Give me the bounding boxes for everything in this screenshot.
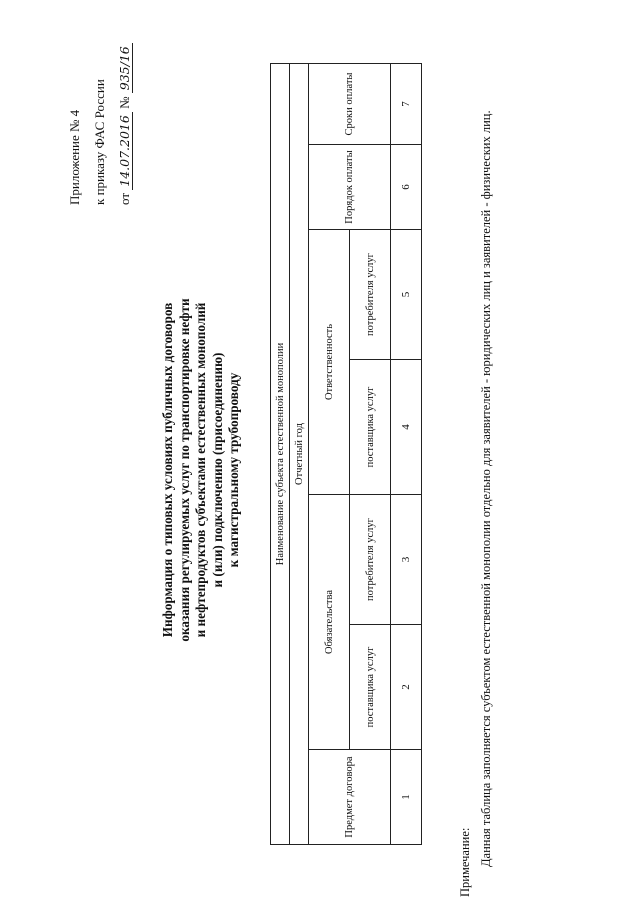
column-number: 4	[391, 359, 421, 494]
column-number: 6	[391, 144, 421, 229]
col-responsibility-supplier: поставщика услуг	[350, 359, 391, 494]
col-obligations-consumer: потребителя услуг	[350, 494, 391, 624]
handwritten-date: 14.07.2016	[117, 112, 133, 190]
column-number: 3	[391, 494, 421, 624]
group-obligations: Обязательства	[309, 494, 350, 749]
document-title	[160, 255, 243, 685]
appendix-header	[62, 43, 137, 205]
col-payment-terms: Сроки оплаты	[309, 64, 391, 144]
order-reference: к приказу ФАС России	[92, 79, 107, 205]
note-label: Примечание:	[458, 827, 472, 897]
reporting-year-header: Отчетный год	[290, 64, 309, 844]
info-table	[270, 63, 422, 845]
subject-name-header: Наименование субъекта естественной монополии	[271, 64, 290, 844]
title-line: и нефтепродуктов субъектами естественных монополий	[193, 302, 208, 638]
col-payment-order: Порядок оплаты	[309, 144, 391, 229]
column-number: 7	[399, 101, 412, 107]
number-sign: №	[117, 96, 132, 109]
col-obligations-supplier: поставщика услуг	[350, 624, 391, 749]
title-line: к магистральному трубопроводу	[226, 372, 241, 568]
column-number: 5	[391, 229, 421, 359]
title-line: и (или) подключению (присоединению)	[209, 352, 225, 588]
group-responsibility: Ответственность	[309, 229, 350, 494]
title-line: Информация о типовых условиях публичных договоров	[160, 302, 175, 638]
col-contract-subject: Предмет договора	[309, 749, 391, 844]
order-date-line	[112, 43, 137, 205]
column-number: 2	[391, 624, 421, 749]
column-number: 1	[391, 749, 421, 844]
title-line: оказания регулируемых услуг по транспортировке нефти	[176, 298, 192, 642]
col-responsibility-consumer: потребителя услуг	[350, 229, 391, 359]
date-prefix: от	[117, 192, 132, 205]
note-text: Данная таблица заполняется субъектом естественной монополии отдельно для заявителей - юридических лиц и заявителей - физических лиц.	[479, 110, 493, 867]
handwritten-order-number: 935/16	[117, 43, 133, 93]
appendix-number: Приложение № 4	[67, 109, 82, 205]
